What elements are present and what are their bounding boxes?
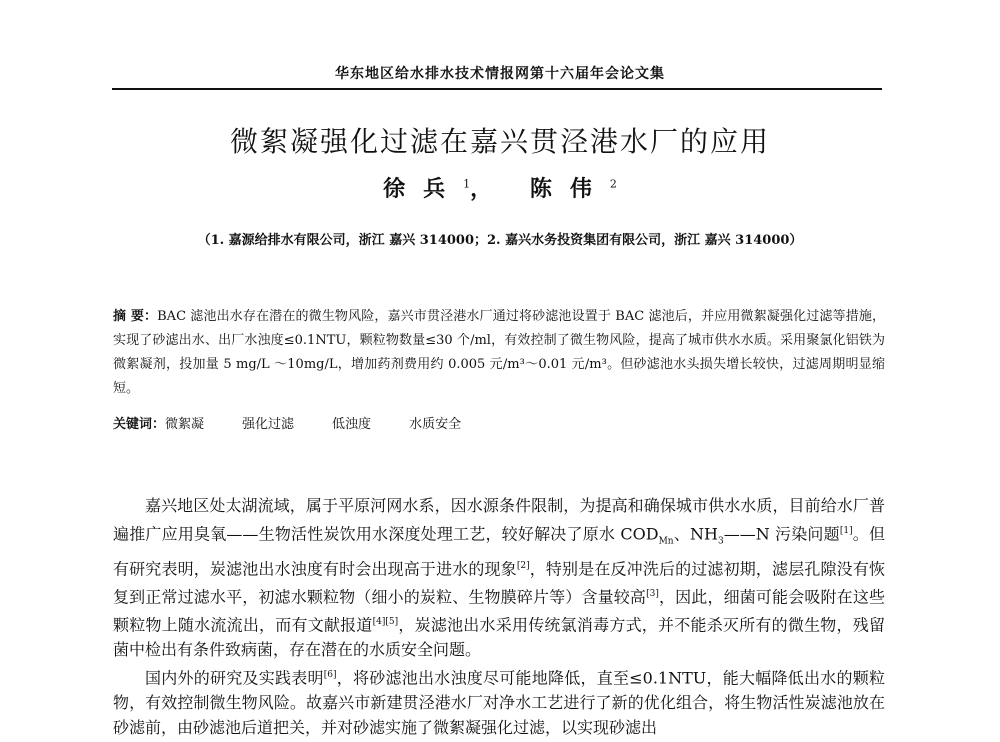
author-affil-mark: 2 bbox=[609, 177, 617, 191]
citation: [1] bbox=[839, 525, 853, 536]
author-affil-mark: 1 bbox=[463, 177, 471, 191]
keywords-label: 关键词： bbox=[113, 417, 166, 432]
affiliations: （1. 嘉源给排水有限公司，浙江 嘉兴 314000；2. 嘉兴水务投资集团有限公司，浙江 嘉兴 314000） bbox=[197, 233, 803, 248]
abstract-label: 摘 要： bbox=[113, 309, 158, 324]
keyword: 微絮凝 bbox=[165, 417, 205, 432]
keyword: 水质安全 bbox=[409, 417, 462, 432]
citation: [4][5] bbox=[372, 617, 399, 628]
abstract-text: BAC 滤池出水存在潜在的微生物风险，嘉兴市贯泾港水厂通过将砂滤池设置于 BAC 滤池后，并应用微絮凝强化过滤等措施，实现了砂滤出水、出厂水浊度≤0.1NTU，颗粒物数量≤30 个/ml，有效控制了微生物风险，提高了城市供水水质。采用聚氯化铝铁为微絮凝剂，投加量 5 mg/L ～10mg/L，增加药剂费用约 0.005 元/m³～0.01 元/m³。但砂滤池水头损失增长较快，过滤周期明显缩短。 bbox=[113, 309, 885, 396]
body-text bbox=[113, 494, 885, 741]
author-separator: ， bbox=[470, 176, 493, 202]
body-paragraph: 国内外的研究及实践表明[6]，将砂滤池出水浊度尽可能地降低，直至≤0.1NTU，能大幅降低出水的颗粒物，有效控制微生物风险。故嘉兴市新建贯泾港水厂对净水工艺进行了新的优化组合，将生物活性炭滤池放在砂滤前，由砂滤池后道把关，并对砂滤实施了微絮凝强化过滤，以实现砂滤出 bbox=[113, 668, 885, 738]
body-paragraph: 嘉兴地区处太湖流域，属于平原河网水系，因水源条件限制，为提高和确保城市供水水质，目前给水厂普遍推广应用臭氧——生物活性炭饮用水深度处理工艺，较好解决了原水 $COD_{Mn}$、$NH_3——N$ 污染问题[1]。但有研究表明，炭滤池出水浊度有时会出现高于进水的现象[2]，特别是在反冲洗后的过滤初期，滤层孔隙没有恢复到正常过滤水平，初滤水颗粒物（细小的炭粒、生物膜碎片等）含量较高[3]，因此，细菌可能会吸附在这些颗粒物上随水流流出，而有文献报道[4][5]，炭滤池出水采用传统氯消毒方式，并不能杀灭所有的微生物，残留菌中检出有条件致病菌，存在潜在的水质安全问题。 bbox=[113, 496, 885, 660]
citation: [6] bbox=[323, 670, 337, 681]
abstract bbox=[113, 305, 885, 401]
header-rule bbox=[112, 88, 882, 90]
subscript: 3 bbox=[717, 536, 724, 547]
keywords bbox=[113, 413, 499, 432]
citation: [2] bbox=[516, 561, 530, 572]
author-name: 陈伟 bbox=[529, 176, 610, 202]
author-line bbox=[0, 172, 1000, 203]
keyword: 低浊度 bbox=[332, 417, 372, 432]
citation: [3] bbox=[646, 589, 659, 600]
paper-title: 微絮凝强化过滤在嘉兴贯泾港水厂的应用 bbox=[229, 125, 770, 158]
subscript: Mn bbox=[658, 536, 674, 547]
author-name: 徐兵 bbox=[383, 176, 464, 202]
keyword: 强化过滤 bbox=[242, 417, 295, 432]
running-header: 华东地区给水排水技术情报网第十六届年会论文集 bbox=[335, 66, 665, 82]
